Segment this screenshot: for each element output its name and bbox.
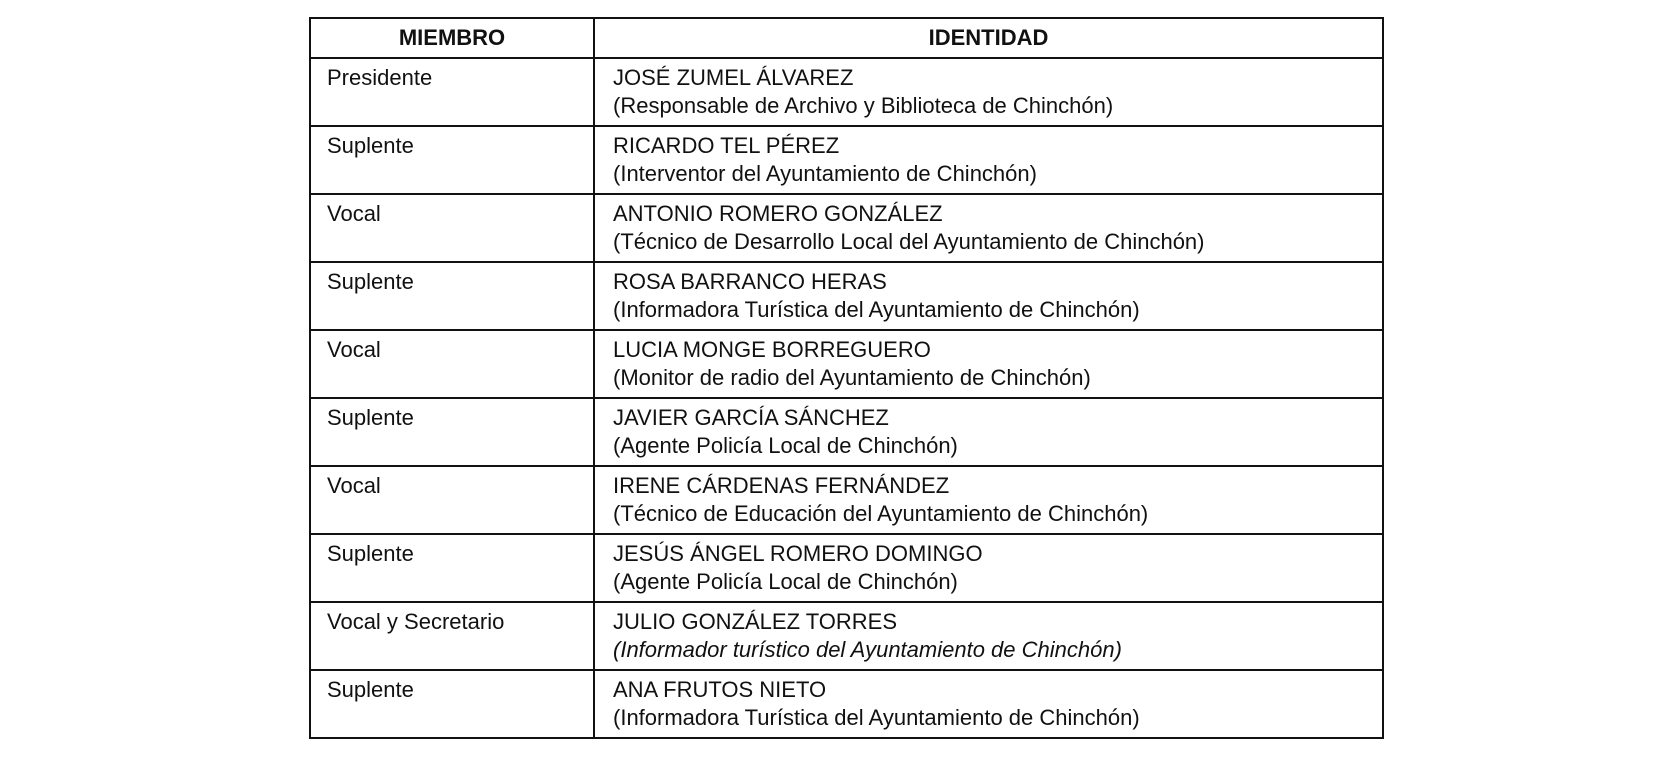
member-label: Presidente (327, 65, 433, 90)
person-role: (Informador turístico del Ayuntamiento de Chinchón) (613, 637, 1122, 662)
table-header-row (310, 18, 1383, 58)
table-row (310, 194, 1383, 262)
identity-cell (594, 330, 1383, 398)
identity-cell (594, 466, 1383, 534)
tribunal-table (309, 17, 1384, 739)
member-label: Suplente (327, 541, 414, 566)
member-cell (310, 194, 594, 262)
member-cell (310, 330, 594, 398)
person-name: ROSA BARRANCO HERAS (613, 269, 887, 294)
identity-cell (594, 398, 1383, 466)
person-role: (Interventor del Ayuntamiento de Chinchón) (613, 161, 1037, 186)
member-cell (310, 466, 594, 534)
person-role: (Agente Policía Local de Chinchón) (613, 569, 958, 594)
identity-cell (594, 58, 1383, 126)
member-label: Vocal y Secretario (327, 609, 505, 634)
member-cell (310, 58, 594, 126)
person-role: (Informadora Turística del Ayuntamiento de Chinchón) (613, 705, 1140, 730)
header-miembro: MIEMBRO (310, 18, 594, 58)
person-role: (Agente Policía Local de Chinchón) (613, 433, 958, 458)
person-name: LUCIA MONGE BORREGUERO (613, 337, 931, 362)
member-label: Suplente (327, 405, 414, 430)
person-name: JULIO GONZÁLEZ TORRES (613, 609, 898, 634)
member-label: Suplente (327, 677, 414, 702)
table-row (310, 126, 1383, 194)
member-cell (310, 398, 594, 466)
table-row (310, 58, 1383, 126)
table-row (310, 466, 1383, 534)
member-label: Vocal (327, 473, 381, 498)
person-role: (Responsable de Archivo y Biblioteca de Chinchón) (613, 93, 1114, 118)
table-row (310, 262, 1383, 330)
person-name: JOSÉ ZUMEL ÁLVAREZ (613, 65, 854, 90)
table-row (310, 330, 1383, 398)
member-cell (310, 534, 594, 602)
person-name: ANTONIO ROMERO GONZÁLEZ (613, 201, 943, 226)
person-name: ANA FRUTOS NIETO (613, 677, 827, 702)
identity-cell (594, 602, 1383, 670)
header-identidad: IDENTIDAD (594, 18, 1383, 58)
member-label: Suplente (327, 269, 414, 294)
identity-cell (594, 262, 1383, 330)
table-row (310, 602, 1383, 670)
person-name: IRENE CÁRDENAS FERNÁNDEZ (613, 473, 950, 498)
person-role: (Informadora Turística del Ayuntamiento de Chinchón) (613, 297, 1140, 322)
table-row (310, 534, 1383, 602)
person-role: (Técnico de Desarrollo Local del Ayuntamiento de Chinchón) (613, 229, 1205, 254)
identity-cell (594, 126, 1383, 194)
person-role: (Técnico de Educación del Ayuntamiento de Chinchón) (613, 501, 1149, 526)
person-name: JAVIER GARCÍA SÁNCHEZ (613, 405, 889, 430)
member-cell (310, 670, 594, 738)
member-label: Vocal (327, 337, 381, 362)
member-cell (310, 262, 594, 330)
identity-cell (594, 194, 1383, 262)
identity-cell (594, 670, 1383, 738)
person-name: JESÚS ÁNGEL ROMERO DOMINGO (613, 541, 983, 566)
person-name: RICARDO TEL PÉREZ (613, 133, 840, 158)
identity-cell (594, 534, 1383, 602)
table-row (310, 398, 1383, 466)
table-row (310, 670, 1383, 738)
table-body (310, 58, 1383, 738)
member-label: Suplente (327, 133, 414, 158)
person-role: (Monitor de radio del Ayuntamiento de Chinchón) (613, 365, 1091, 390)
member-cell (310, 126, 594, 194)
member-label: Vocal (327, 201, 381, 226)
member-cell (310, 602, 594, 670)
